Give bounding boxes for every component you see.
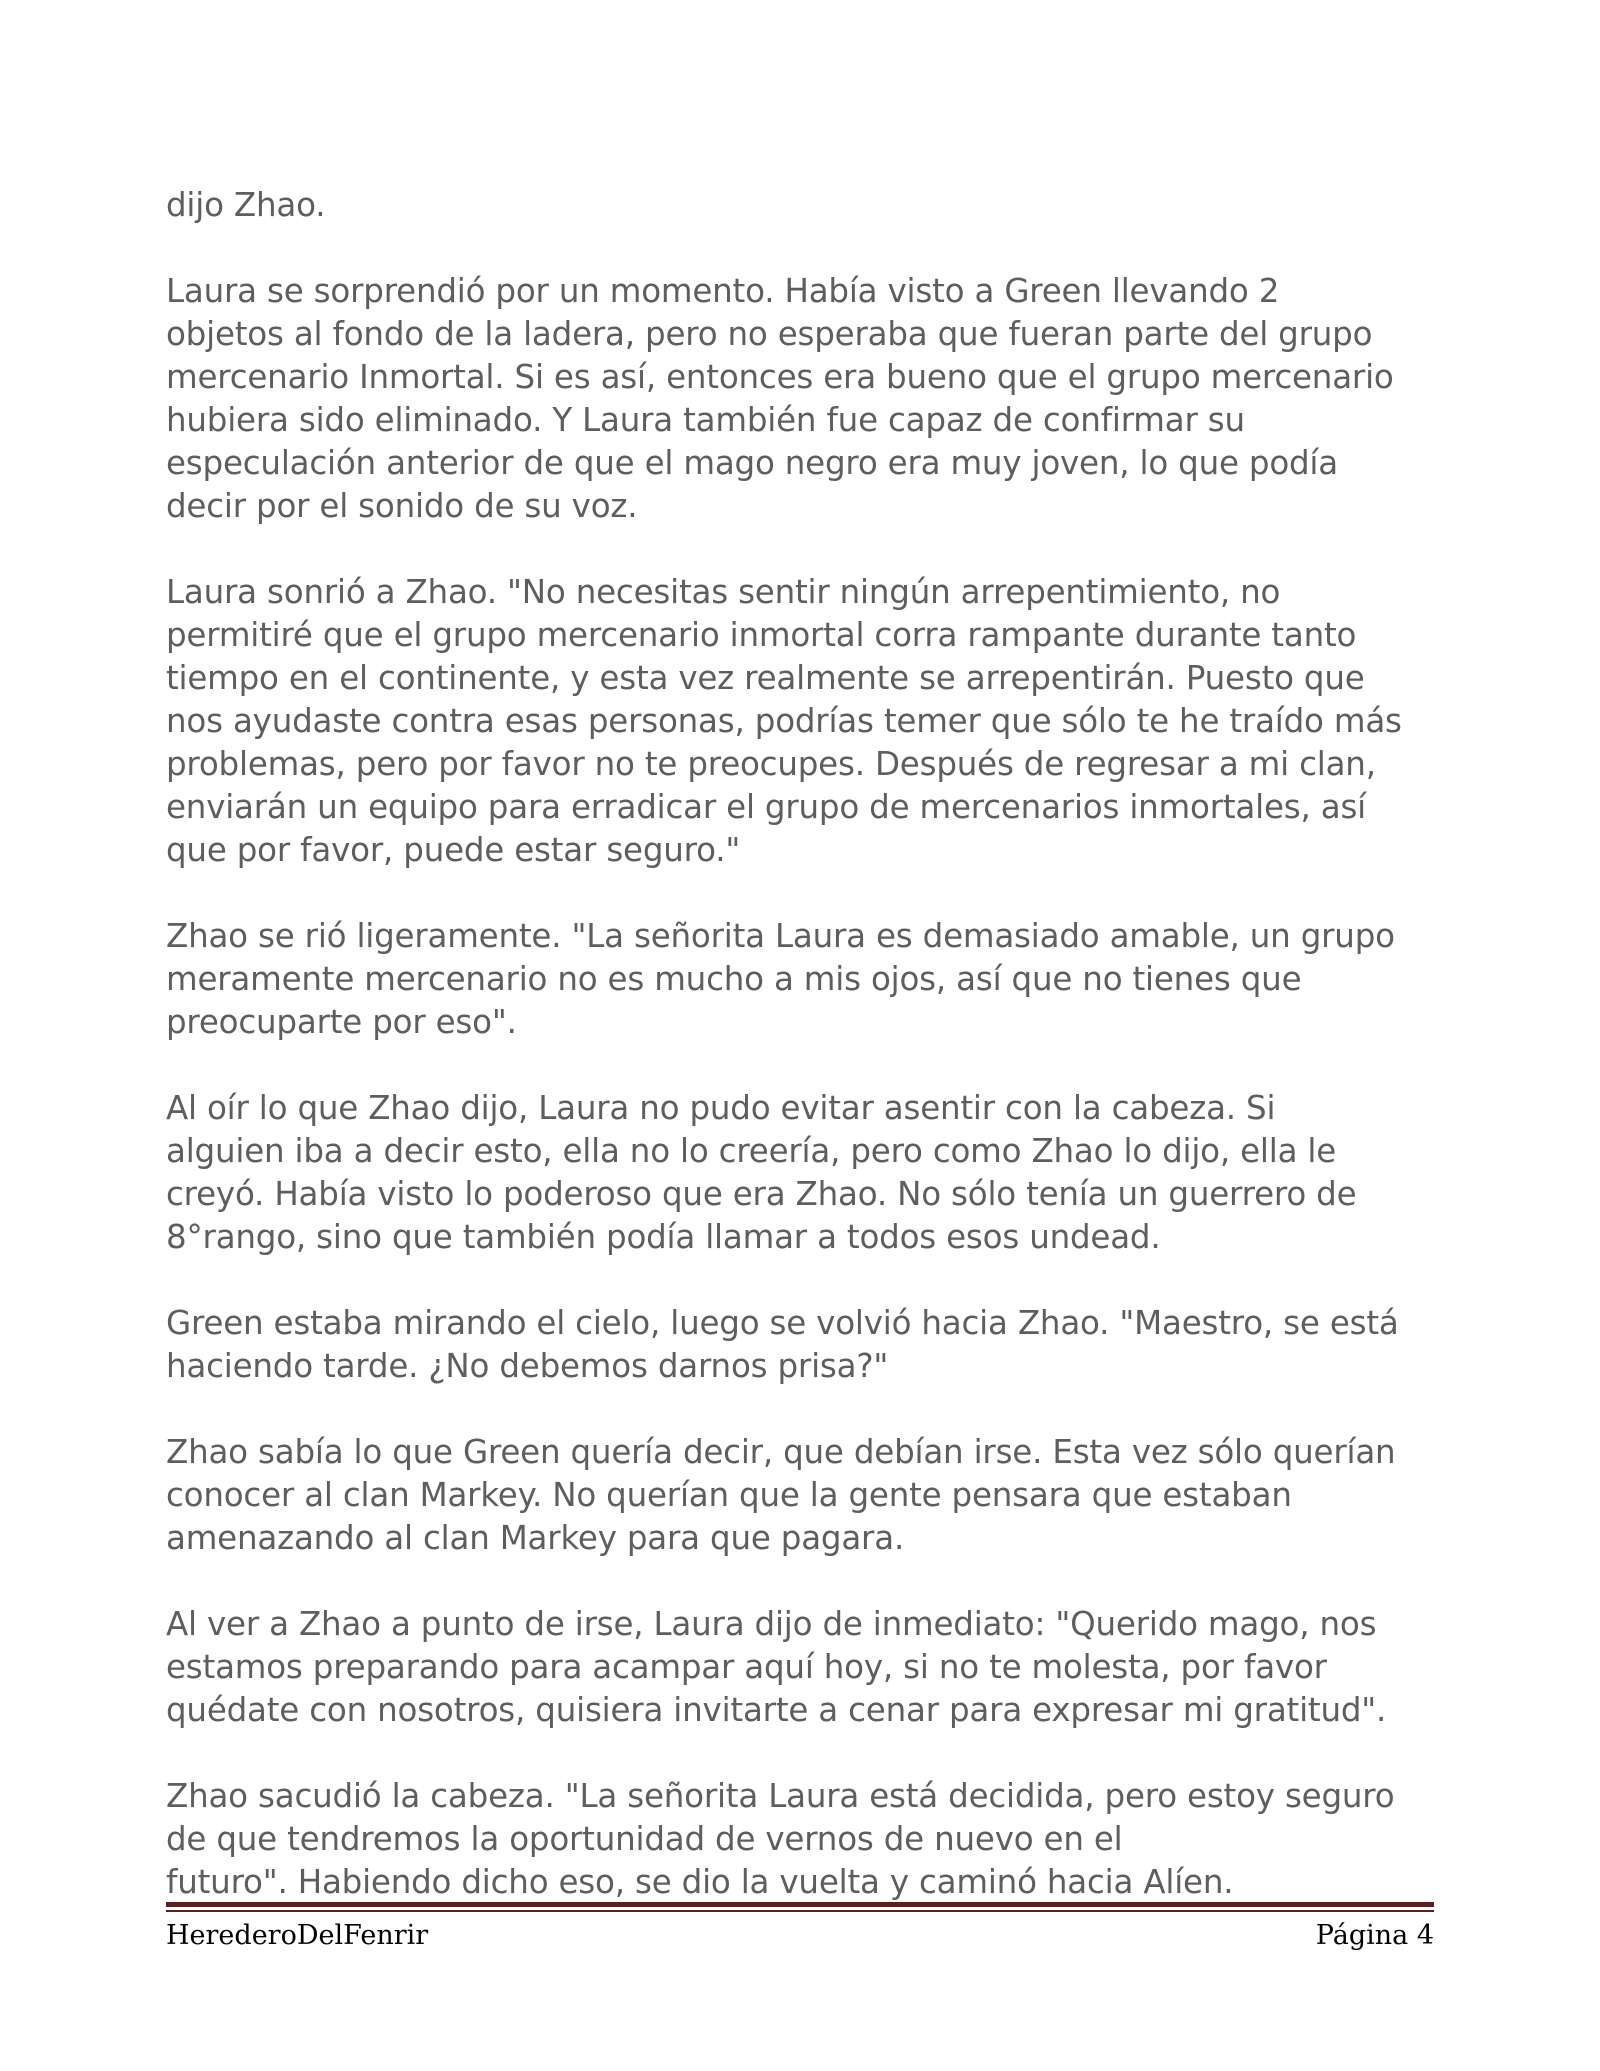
text-line: meramente mercenario no es mucho a mis ojos, así que no tienes que — [166, 960, 1302, 998]
paragraph — [166, 1775, 1446, 1904]
body-text — [166, 184, 1446, 1904]
text-line: preocuparte por eso". — [166, 1003, 517, 1041]
footer-rule-thick — [166, 1902, 1434, 1907]
paragraph — [166, 1603, 1446, 1732]
paragraph — [166, 1087, 1446, 1259]
text-line: alguien iba a decir esto, ella no lo creería, pero como Zhao lo dijo, ella le — [166, 1132, 1337, 1170]
text-line: creyó. Había visto lo poderoso que era Zhao. No sólo tenía un guerrero de — [166, 1175, 1357, 1213]
text-line: permitiré que el grupo mercenario inmortal corra rampante durante tanto — [166, 616, 1357, 654]
paragraph — [166, 184, 1446, 227]
text-line: que por favor, puede estar seguro." — [166, 831, 741, 869]
paragraph — [166, 270, 1446, 528]
text-line: Laura sonrió a Zhao. "No necesitas sentir ningún arrepentimiento, no — [166, 573, 1281, 611]
text-line: Zhao sabía lo que Green quería decir, que debían irse. Esta vez sólo querían — [166, 1433, 1396, 1471]
text-line: Al ver a Zhao a punto de irse, Laura dijo de inmediato: "Querido mago, nos — [166, 1605, 1377, 1643]
text-line: haciendo tarde. ¿No debemos darnos prisa?" — [166, 1347, 889, 1385]
paragraph — [166, 915, 1446, 1044]
text-line: de que tendremos la oportunidad de vernos de nuevo en el — [166, 1820, 1123, 1858]
text-line: conocer al clan Markey. No querían que la gente pensara que estaban — [166, 1476, 1292, 1514]
text-line: Zhao sacudió la cabeza. "La señorita Laura está decidida, pero estoy seguro — [166, 1777, 1395, 1815]
paragraph — [166, 1302, 1446, 1388]
text-line: especulación anterior de que el mago negro era muy joven, lo que podía — [166, 444, 1338, 482]
text-line: Laura se sorprendió por un momento. Había visto a Green llevando 2 — [166, 272, 1280, 310]
text-line: 8°rango, sino que también podía llamar a todos esos undead. — [166, 1218, 1161, 1256]
text-line: Green estaba mirando el cielo, luego se volvió hacia Zhao. "Maestro, se está — [166, 1304, 1399, 1342]
text-line: decir por el sonido de su voz. — [166, 487, 638, 525]
footer-page-number: Página 4 — [1315, 1920, 1434, 1951]
text-line: futuro". Habiendo dicho eso, se dio la vuelta y caminó hacia Alíen. — [166, 1863, 1234, 1901]
text-line: enviarán un equipo para erradicar el grupo de mercenarios inmortales, así — [166, 788, 1367, 826]
text-line: estamos preparando para acampar aquí hoy, si no te molesta, por favor — [166, 1648, 1327, 1686]
text-line: amenazando al clan Markey para que pagara. — [166, 1519, 905, 1557]
text-line: nos ayudaste contra esas personas, podrías temer que sólo te he traído más — [166, 702, 1402, 740]
text-line: Zhao se rió ligeramente. "La señorita Laura es demasiado amable, un grupo — [166, 917, 1395, 955]
text-line: quédate con nosotros, quisiera invitarte a cenar para expresar mi gratitud". — [166, 1691, 1387, 1729]
paragraph — [166, 1431, 1446, 1560]
footer-rule-thin — [166, 1910, 1434, 1912]
text-line: hubiera sido eliminado. Y Laura también fue capaz de confirmar su — [166, 401, 1245, 439]
footer-author: HerederoDelFenrir — [166, 1920, 429, 1951]
paragraph — [166, 571, 1446, 872]
text-line: dijo Zhao. — [166, 186, 326, 224]
text-line: tiempo en el continente, y esta vez realmente se arrepentirán. Puesto que — [166, 659, 1365, 697]
text-line: problemas, pero por favor no te preocupes. Después de regresar a mi clan, — [166, 745, 1376, 783]
text-line: mercenario Inmortal. Si es así, entonces era bueno que el grupo mercenario — [166, 358, 1394, 396]
text-line: objetos al fondo de la ladera, pero no esperaba que fueran parte del grupo — [166, 315, 1373, 353]
text-line: Al oír lo que Zhao dijo, Laura no pudo evitar asentir con la cabeza. Si — [166, 1089, 1276, 1127]
